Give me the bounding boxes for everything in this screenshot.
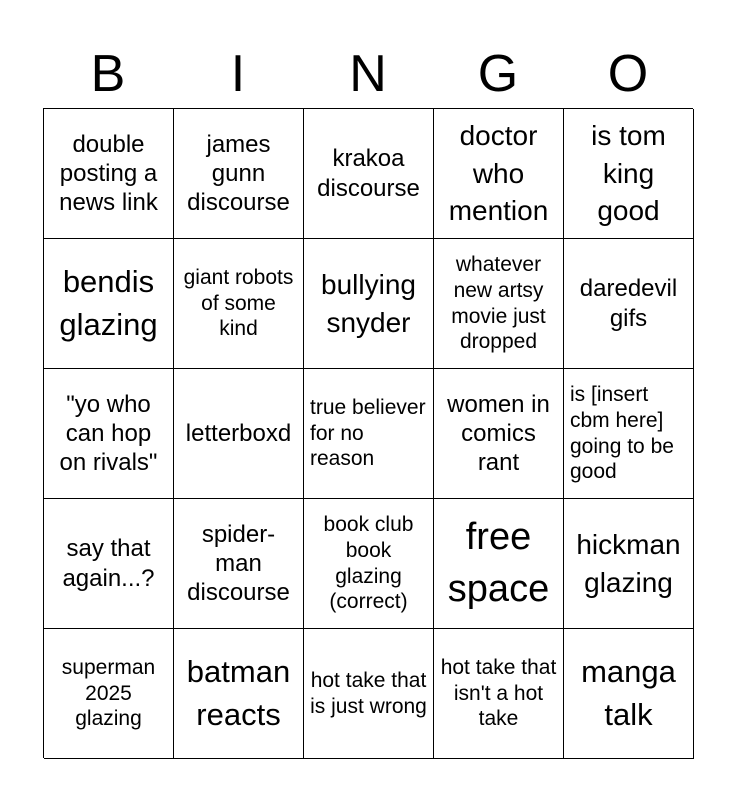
cell-text: doctor who mention [448, 119, 549, 227]
cell-text: book club book glazing (correct) [323, 513, 414, 614]
cell-text: bendis glazing [59, 263, 158, 342]
cell-text: superman 2025 glazing [61, 656, 156, 731]
cell-text: krakoa discourse [317, 145, 420, 202]
bingo-cell[interactable] [174, 239, 304, 369]
cell-text: is [insert cbm here] going to be good [570, 383, 674, 484]
bingo-cell[interactable] [174, 369, 304, 499]
free-space-cell[interactable] [434, 499, 564, 629]
bingo-cell[interactable] [174, 499, 304, 629]
bingo-cell[interactable] [304, 499, 434, 629]
header-letter-g: G [477, 45, 519, 103]
bingo-cell[interactable] [564, 239, 694, 369]
bingo-cell[interactable] [44, 369, 174, 499]
bingo-cell[interactable] [434, 369, 564, 499]
bingo-header [43, 40, 693, 108]
bingo-cell[interactable] [564, 369, 694, 499]
header-letter-o: O [607, 45, 649, 103]
bingo-cell[interactable] [174, 109, 304, 239]
cell-text: whatever new artsy movie just dropped [451, 253, 546, 354]
cell-text: women in comics rant [447, 390, 550, 477]
cell-text: free space [447, 516, 550, 610]
bingo-cell[interactable] [44, 109, 174, 239]
bingo-cell[interactable] [434, 109, 564, 239]
bingo-cell[interactable] [304, 629, 434, 759]
cell-text: daredevil gifs [579, 275, 678, 332]
cell-text: spider-man discourse [187, 520, 290, 607]
header-letter-i: I [230, 45, 246, 103]
cell-text: say that again...? [62, 535, 155, 592]
cell-text: batman reacts [186, 653, 291, 732]
cell-text: hickman glazing [576, 528, 681, 598]
header-letter-n: N [349, 45, 387, 103]
bingo-cell[interactable] [44, 499, 174, 629]
bingo-cell[interactable] [44, 629, 174, 759]
bingo-grid [43, 108, 693, 758]
cell-text: is tom king good [591, 119, 666, 227]
header-letter-b: B [90, 45, 126, 103]
bingo-cell[interactable] [564, 499, 694, 629]
bingo-cell[interactable] [44, 239, 174, 369]
bingo-cell[interactable] [564, 629, 694, 759]
cell-text: bullying snyder [321, 268, 416, 338]
bingo-cell[interactable] [434, 239, 564, 369]
cell-text: true believer for no reason [310, 396, 426, 471]
bingo-cell[interactable] [174, 629, 304, 759]
cell-text: "yo who can hop on rivals" [59, 390, 158, 477]
cell-text: double posting a news link [59, 130, 158, 217]
bingo-cell[interactable] [434, 629, 564, 759]
cell-text: james gunn discourse [187, 130, 290, 217]
bingo-cell[interactable] [564, 109, 694, 239]
bingo-cell[interactable] [304, 239, 434, 369]
cell-text: hot take that is just wrong [310, 668, 427, 718]
bingo-cell[interactable] [304, 109, 434, 239]
cell-text: manga talk [581, 653, 676, 732]
cell-text: letterboxd [185, 419, 292, 447]
cell-text: hot take that isn't a hot take [440, 656, 557, 731]
bingo-cell[interactable] [304, 369, 434, 499]
cell-text: giant robots of some kind [183, 266, 294, 341]
